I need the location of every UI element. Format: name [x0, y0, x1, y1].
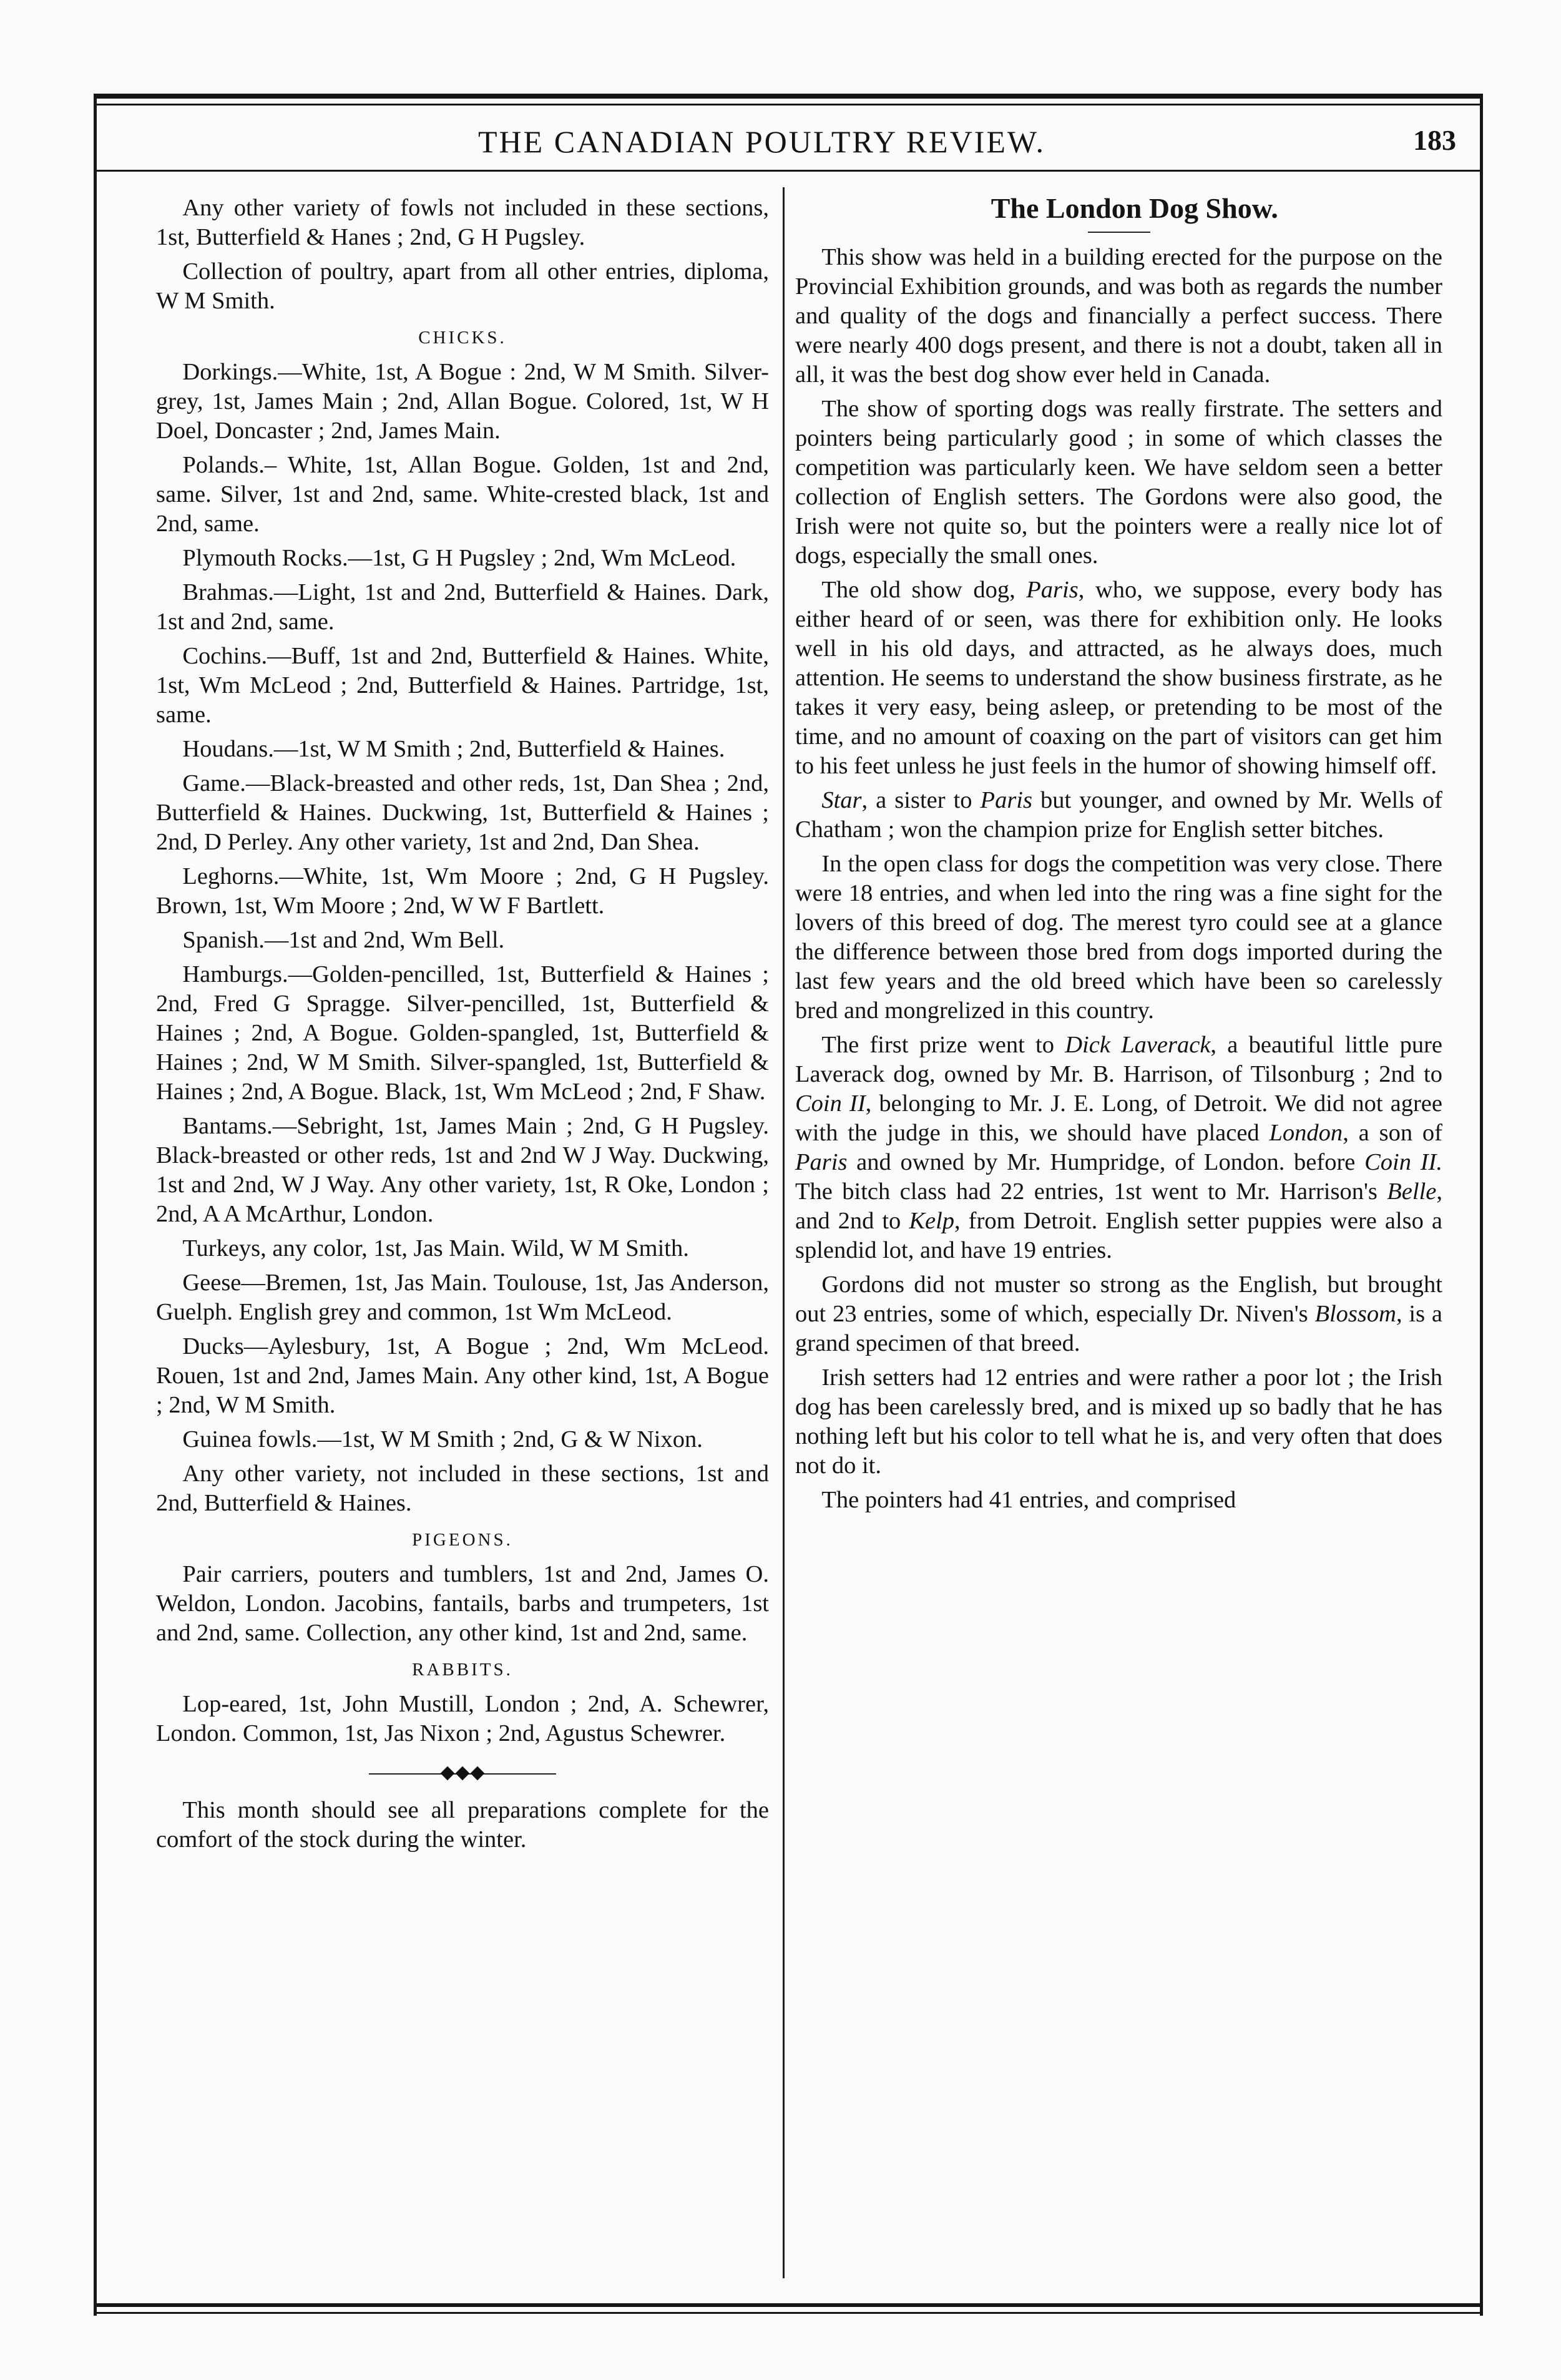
- dog-name: Star: [821, 787, 862, 813]
- prize-entry: Brahmas.—Light, 1st and 2nd, Butterfield & Haines. Dark, 1st and 2nd, same.: [156, 579, 769, 635]
- dog-name: Paris: [795, 1149, 848, 1175]
- paragraph: Any other variety of fowls not included in these sections, 1st, Butterfield & Hanes ; 2nd, G H Pugsley.: [156, 195, 769, 250]
- paragraph: The pointers had 41 entries, and comprised: [821, 1487, 1236, 1513]
- ornament-diamond-right: [471, 1766, 485, 1781]
- prize-entry: Hamburgs.—Golden-pencilled, 1st, Butterfield & Haines ; 2nd, Fred G Spragge. Silver-pencilled, 1st, Butterfield & Haines ; 2nd, A Bogue. Golden-spangled, 1st, Butterfield & Haines ; 2nd, W M Smith. Silver-spangled, 1st, Butterfield & Haines ; 2nd, A Bogue. Black, 1st, Wm McLeod ; 2nd, F Shaw.: [156, 961, 769, 1105]
- ornament-diamond-center: [456, 1766, 470, 1781]
- prize-entry: Ducks—Aylesbury, 1st, A Bogue ; 2nd, Wm McLeod. Rouen, 1st and 2nd, James Main. Any other kind, 1st, A Bogue ; 2nd, W M Smith.: [156, 1333, 769, 1418]
- text-run: Gordons did not muster so strong as the English, but brought out 23 entries, some of which, especially Dr. Niven's: [795, 1271, 1442, 1327]
- section-heading-pigeons: PIGEONS.: [412, 1530, 513, 1550]
- prize-entry: Cochins.—Buff, 1st and 2nd, Butterfield & Haines. White, 1st, Wm McLeod ; 2nd, Butterfield & Haines. Partridge, 1st, same.: [156, 643, 769, 728]
- prize-entry: Houdans.—1st, W M Smith ; 2nd, Butterfield & Haines.: [182, 736, 725, 762]
- text-run: , a son of: [1343, 1120, 1442, 1146]
- paragraph: [795, 1270, 1442, 1358]
- running-head: THE CANADIAN POULTRY REVIEW.: [478, 124, 1045, 159]
- frame-left: [94, 94, 97, 2316]
- text-run: , and 2nd to: [795, 1178, 1442, 1234]
- dog-name: Blossom: [1314, 1301, 1396, 1327]
- header-rule-bottom: [94, 170, 1483, 172]
- prize-entry: Bantams.—Sebright, 1st, James Main ; 2nd, G H Pugsley. Black-breasted or other reds, 1st and 2nd W J Way. Duckwing, 1st and 2nd, W J Way. Any other variety, 1st, R Oke, London ; 2nd, A A McArthur, London.: [156, 1113, 769, 1227]
- dog-name: Paris: [980, 787, 1032, 813]
- dog-name: Coin II.: [1364, 1149, 1442, 1175]
- right-column: [795, 193, 1442, 1520]
- prize-entry: Spanish.—1st and 2nd, Wm Bell.: [182, 927, 505, 953]
- ornament-diamond-left: [441, 1766, 455, 1781]
- page-number: 183: [1413, 124, 1456, 156]
- text-run: , a sister to: [861, 787, 981, 813]
- section-heading-chicks: CHICKS.: [418, 328, 507, 348]
- paragraph: [795, 575, 1442, 781]
- paragraph: In the open class for dogs the competition was very close. There were 18 entries, and when led into the ring was a fine sight for the lovers of this breed of dog. The merest tyro could see at a glance the difference between those bred from dogs imported during the last few years and the old breed which have been so carelessly bred and mongrelized in this country.: [795, 851, 1442, 1024]
- frame-bottom: [94, 2303, 1483, 2307]
- dog-name: Kelp: [909, 1208, 955, 1234]
- dog-name: Dick Laverack: [1065, 1032, 1211, 1058]
- article-title: The London Dog Show.: [991, 192, 1278, 224]
- column-divider: [783, 187, 785, 2278]
- closing-note: This month should see all preparations complete for the comfort of the stock during the winter.: [156, 1797, 769, 1853]
- text-run: The old show dog,: [821, 577, 1027, 603]
- dog-name: Paris: [1026, 577, 1079, 603]
- prize-entry: Pair carriers, pouters and tumblers, 1st and 2nd, James O. Weldon, London. Jacobins, fantails, barbs and trumpeters, 1st and 2nd, same. Collection, any other kind, 1st and 2nd, same.: [156, 1561, 769, 1646]
- prize-entry: Game.—Black-breasted and other reds, 1st, Dan Shea ; 2nd, Butterfield & Haines. Duckwing, 1st, Butterfield & Haines ; 2nd, D Perley. Any other variety, 1st and 2nd, Dan Shea.: [156, 770, 769, 855]
- paragraph: Collection of poultry, apart from all other entries, diploma, W M Smith.: [156, 258, 769, 314]
- text-run: , who, we suppose, every body has either heard of or seen, was there for exhibition only. He looks well in his old days, and attracted, as he always does, much attention. He seems to understand the show business firstrate, as he takes it very easy, being asleep, or pretending to be most of the time, and no amount of coaxing on the part of visitors can get him to his feet unless he just feels in the humor of showing himself off.: [795, 577, 1442, 779]
- paragraph: Irish setters had 12 entries and were rather a poor lot ; the Irish dog has been carelessly bred, and is mixed up so badly that he has nothing left but his color to tell what he is, and very often that does not do it.: [795, 1364, 1442, 1479]
- paragraph: [795, 1031, 1442, 1265]
- section-heading-rabbits: RABBITS.: [412, 1660, 513, 1680]
- prize-entry: Dorkings.—White, 1st, A Bogue : 2nd, W M Smith. Silver-grey, 1st, James Main ; 2nd, Allan Bogue. Colored, 1st, W H Doel, Doncaster ; 2nd, James Main.: [156, 359, 769, 444]
- text-run: but younger, and owned by Mr. Wells of Chatham ; won the champion prize for English setter bitches.: [795, 787, 1442, 843]
- text-run: , from Detroit. English setter puppies were also a splendid lot, and have 19 entries.: [795, 1208, 1442, 1263]
- frame-right: [1480, 94, 1483, 2316]
- text-run: , a beautiful little pure Laverack dog, owned by Mr. B. Harrison, of Tilsonburg ; 2nd to: [795, 1032, 1442, 1087]
- header-rule-top-thin: [94, 104, 1483, 105]
- paragraph: [795, 786, 1442, 845]
- text-run: , belonging to Mr. J. E. Long, of Detroit. We did not agree with the judge in this, we should have placed: [795, 1090, 1442, 1146]
- prize-entry: Plymouth Rocks.—1st, G H Pugsley ; 2nd, Wm McLeod.: [182, 545, 736, 571]
- header-rule-top: [94, 94, 1483, 99]
- title-rule: [1088, 232, 1150, 233]
- prize-entry: Polands.– White, 1st, Allan Bogue. Golden, 1st and 2nd, same. Silver, 1st and 2nd, same. White-crested black, 1st and 2nd, same.: [156, 452, 769, 537]
- dog-name: Coin II: [795, 1090, 866, 1117]
- paragraph: This show was held in a building erected for the purpose on the Provincial Exhibition grounds, and was both as regards the number and quality of the dogs and financially a perfect success. There were nearly 400 dogs present, and there is not a doubt, taken all in all, it was the best dog show ever held in Canada.: [795, 244, 1442, 388]
- paragraph: The show of sporting dogs was really firstrate. The setters and pointers being particularly good ; in some of which classes the competition was particularly keen. We have seldom seen a better collection of English setters. The Gordons were also good, the Irish were not quite so, but the pointers were a really nice lot of dogs, especially the small ones.: [795, 396, 1442, 569]
- prize-entry: Lop-eared, 1st, John Mustill, London ; 2nd, A. Schewrer, London. Common, 1st, Jas Nixon ; 2nd, Agustus Schewrer.: [156, 1691, 769, 1746]
- prize-entry: Leghorns.—White, 1st, Wm Moore ; 2nd, G H Pugsley. Brown, 1st, Wm Moore ; 2nd, W W F Bartlett.: [156, 863, 769, 919]
- text-run: , is a grand specimen of that breed.: [795, 1301, 1442, 1356]
- text-run: The first prize went to: [821, 1032, 1065, 1058]
- prize-entry: Any other variety, not included in these sections, 1st and 2nd, Butterfield & Haines.: [156, 1461, 769, 1516]
- left-column: [156, 193, 769, 1859]
- prize-entry: Guinea fowls.—1st, W M Smith ; 2nd, G & W Nixon.: [182, 1426, 703, 1452]
- ornament-divider: [369, 1765, 556, 1783]
- dog-name: London: [1269, 1120, 1343, 1146]
- text-run: and owned by Mr. Humpridge, of London. before: [847, 1149, 1365, 1175]
- dog-name: Belle: [1387, 1178, 1437, 1205]
- prize-entry: Turkeys, any color, 1st, Jas Main. Wild, W M Smith.: [182, 1235, 689, 1261]
- prize-entry: Geese—Bremen, 1st, Jas Main. Toulouse, 1st, Jas Anderson, Guelph. English grey and common, 1st Wm McLeod.: [156, 1270, 769, 1325]
- text-run: The bitch class had 22 entries, 1st went to Mr. Harrison's: [795, 1178, 1387, 1205]
- frame-bottom-thin: [94, 2312, 1483, 2314]
